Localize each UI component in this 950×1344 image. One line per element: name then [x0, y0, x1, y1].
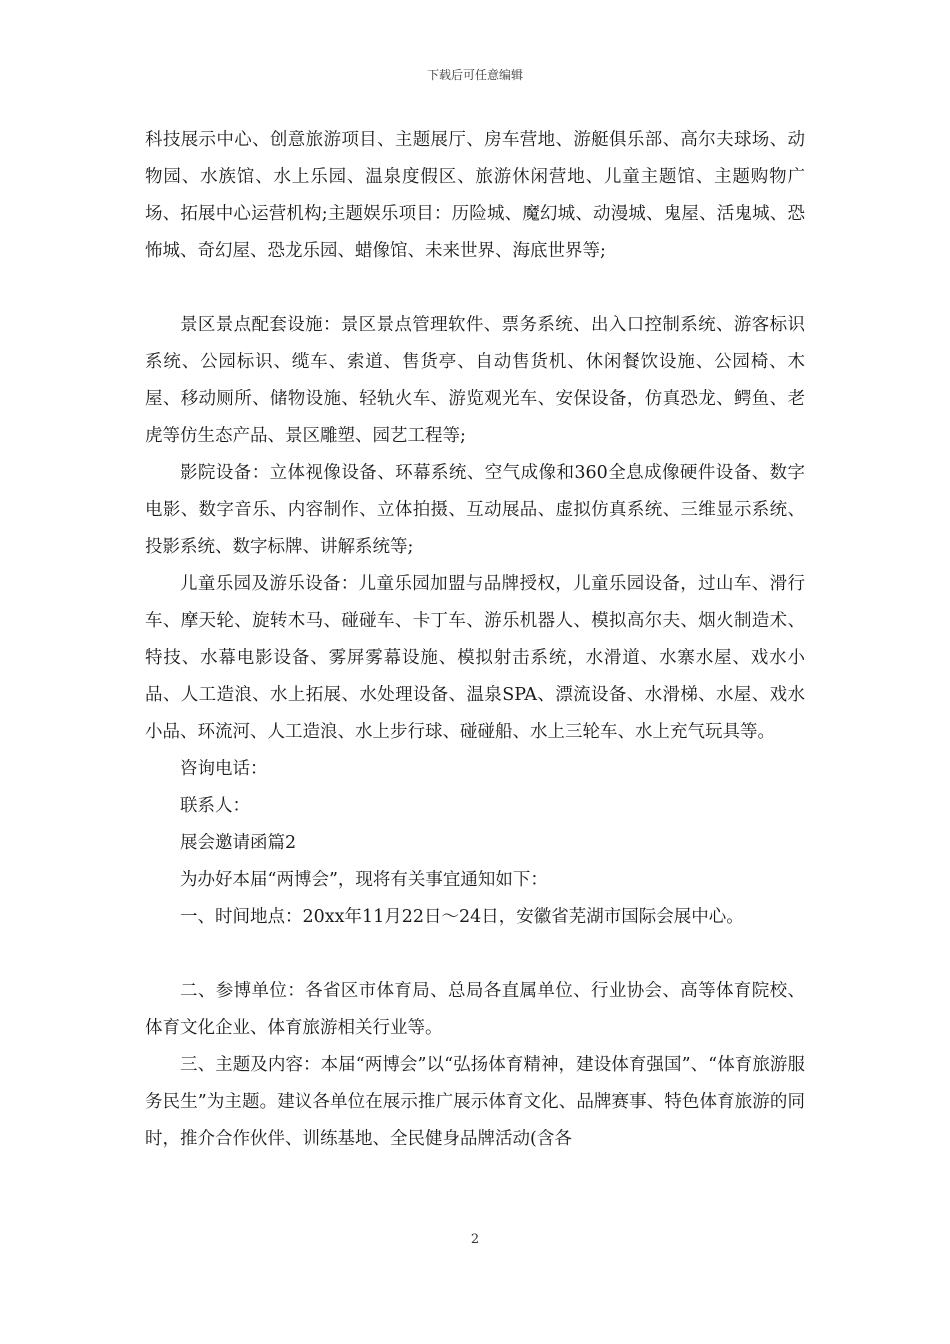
page-header: 下载后可任意编辑: [426, 68, 523, 82]
section-title: 展会邀请函篇2: [180, 833, 297, 853]
paragraph-attractions: 科技展示中心、创意旅游项目、主题展厅、房车营地、游艇俱乐部、高尔夫球场、动物园、水族馆、水上乐园、温泉度假区、旅游休闲营地、儿童主题馆、主题购物广场、拓展中心运营机构;主题娱乐项目：历险城、魔幻城、动漫城、鬼屋、活鬼城、恐怖城、奇幻屋、恐龙乐园、蜡像馆、未来世界、海底世界等;: [145, 130, 805, 261]
page-number: 2: [470, 1232, 480, 1247]
paragraph-contact: 联系人：: [180, 796, 250, 816]
paragraph-kids-amusement: 儿童乐园及游乐设备：儿童乐园加盟与品牌授权，儿童乐园设备，过山车、滑行车、摩天轮、旋转木马、碰碰车、卡丁车、游乐机器人、模拟高尔夫、烟火制造术、特技、水幕电影设备、雾屏雾幕设施、模拟射击系统，水滑道、水寨水屋、戏水小品、人工造浪、水上拓展、水处理设备、温泉SPA、漂流设备、水滑梯、水屋、戏水小品、环流河、人工造浪、水上步行球、碰碰船、水上三轮车、水上充气玩具等。: [145, 574, 805, 742]
paragraph-scenic-facilities: 景区景点配套设施：景区景点管理软件、票务系统、出入口控制系统、游客标识系统、公园标识、缆车、索道、售货亭、自动售货机、休闲餐饮设施、公园椅、木屋、移动厕所、储物设施、轻轨火车、游览观光车、安保设备，仿真恐龙、鳄鱼、老虎等仿生态产品、景区雕塑、园艺工程等;: [145, 315, 805, 446]
paragraph-cinema-equipment: 影院设备：立体视像设备、环幕系统、空气成像和360全息成像硬件设备、数字电影、数字音乐、内容制作、立体拍摄、互动展品、虚拟仿真系统、三维显示系统、投影系统、数字标牌、讲解系统等;: [145, 463, 805, 557]
paragraph-participants: 二、参博单位：各省区市体育局、总局各直属单位、行业协会、高等体育院校、体育文化企业、体育旅游相关行业等。: [145, 981, 805, 1038]
paragraph-intro: 为办好本届“两博会”，现将有关事宜通知如下：: [180, 870, 548, 890]
paragraph-theme: 三、主题及内容：本届“两博会”以“弘扬体育精神，建设体育强国”、“体育旅游服务民生”为主题。建议各单位在展示推广展示体育文化、品牌赛事、特色体育旅游的同时，推介合作伙伴、训练基地、全民健身品牌活动(含各: [145, 1055, 805, 1149]
document-body: [145, 122, 805, 1158]
paragraph-time-location: 一、时间地点：20xx年11月22日～24日，安徽省芜湖市国际会展中心。: [180, 907, 744, 927]
paragraph-phone: 咨询电话：: [180, 759, 268, 779]
